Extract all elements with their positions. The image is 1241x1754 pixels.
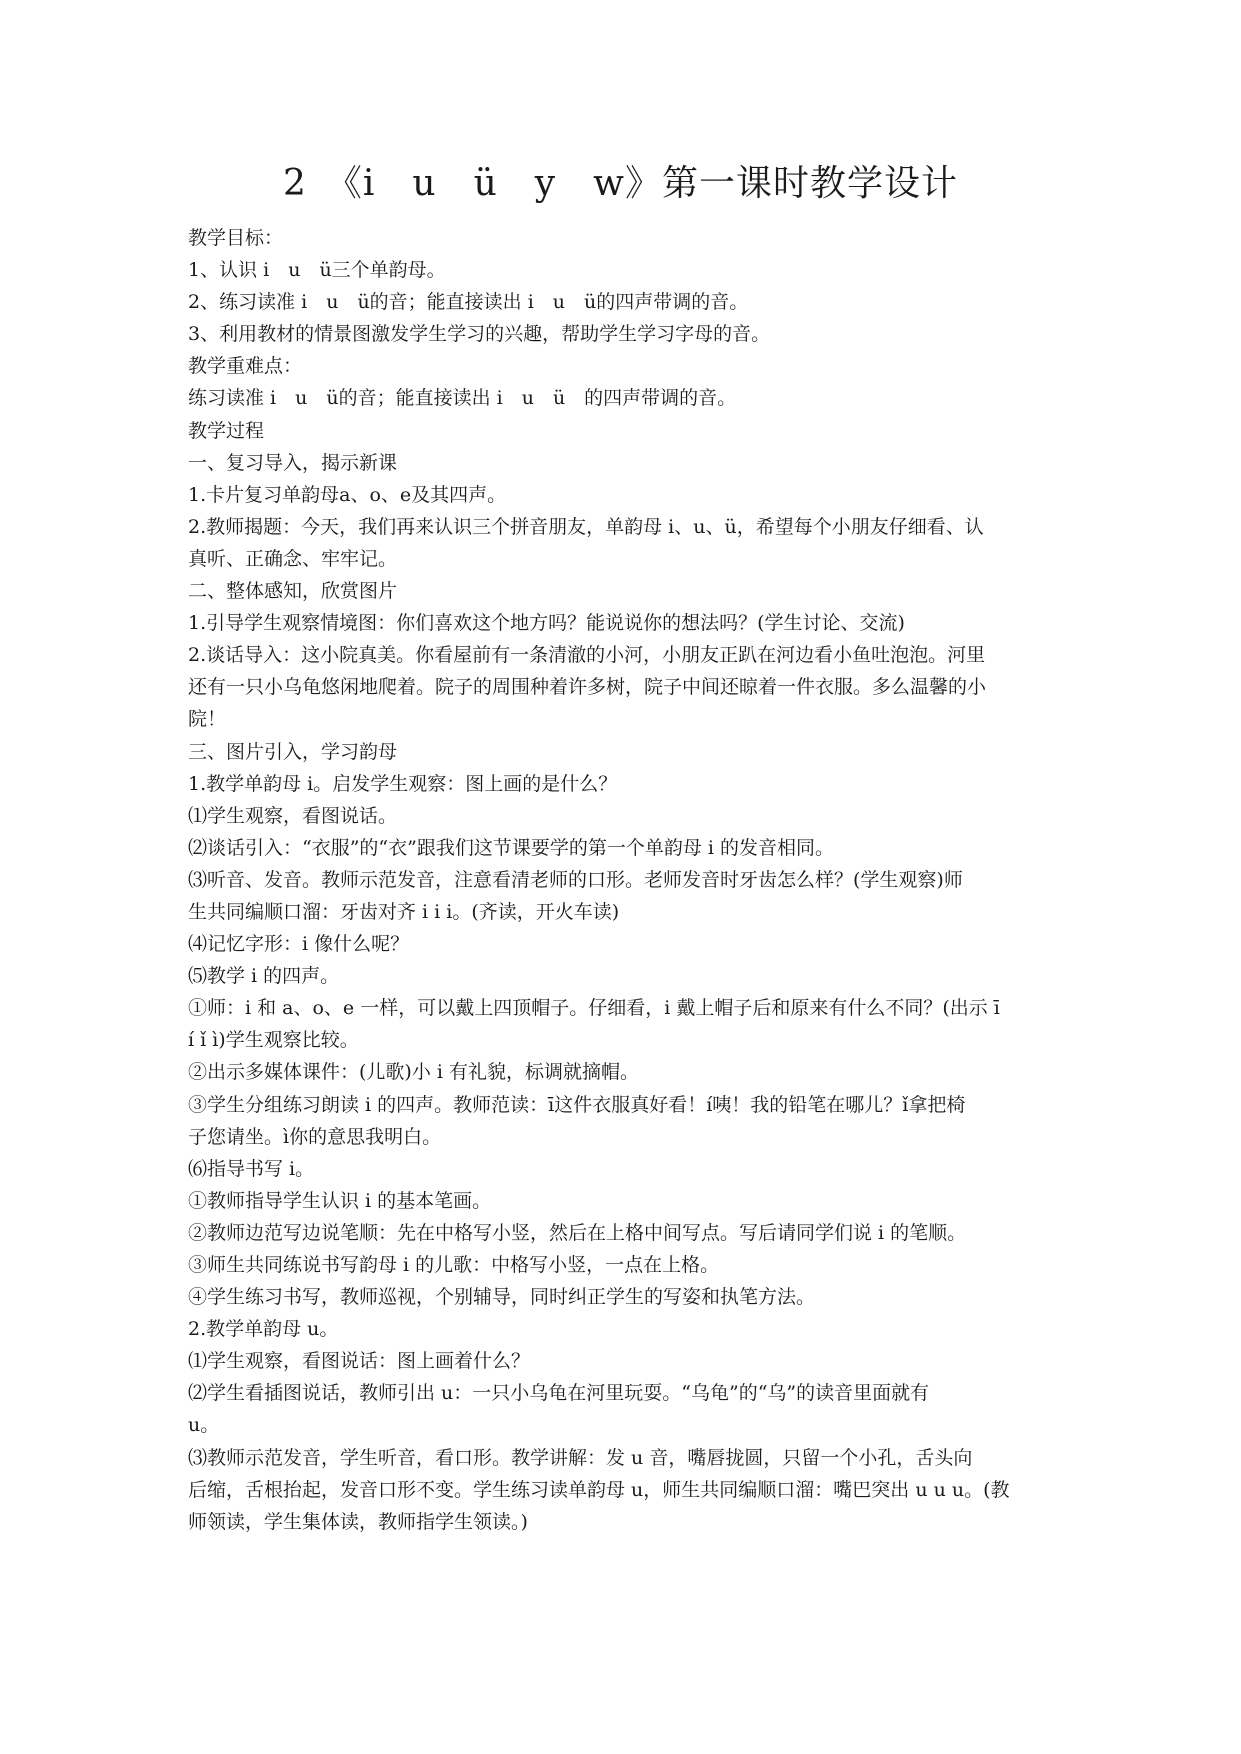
text-line: í ǐ ì)学生观察比较。	[188, 1029, 359, 1052]
text-line: 真听、正确念、牢牢记。	[188, 547, 398, 570]
text-line: 2.教学单韵母 u。	[188, 1318, 339, 1341]
document-title: 2 《i u ü y w》第一课时教学设计	[283, 163, 958, 204]
text-line: ⑶听音、发音。教师示范发音，注意看清老师的口形。老师发音时牙齿怎么样？(学生观察)师	[188, 868, 963, 891]
text-line: 教学重难点：	[188, 355, 303, 378]
text-line: 1.教学单韵母 i。启发学生观察：图上画的是什么？	[188, 772, 618, 795]
text-line: 还有一只小乌龟悠闲地爬着。院子的周围种着许多树，院子中间还晾着一件衣服。多么温馨的小	[188, 676, 987, 699]
text-line: u。	[188, 1414, 220, 1437]
text-line: 后缩，舌根抬起，发音口形不变。学生练习读单韵母 u，师生共同编顺口溜：嘴巴突出 u u u。(教	[188, 1478, 1010, 1501]
text-line: ③学生分组练习朗读 i 的四声。教师范读：ī这件衣服真好看！í咦！我的铅笔在哪儿？ǐ拿把椅	[188, 1093, 966, 1116]
text-line: 教学过程	[188, 419, 265, 442]
text-line: 三、图片引入，学习韵母	[188, 740, 398, 763]
text-line: ⑹指导书写 i。	[188, 1157, 315, 1180]
text-line: 院！	[188, 708, 227, 731]
text-line: ③师生共同练说书写韵母 i 的儿歌：中格写小竖，一点在上格。	[188, 1254, 720, 1276]
text-line: 二、整体感知，欣赏图片	[188, 580, 398, 603]
text-line: 师领读，学生集体读，教师指学生领读。)	[188, 1510, 528, 1533]
text-line: 生共同编顺口溜：牙齿对齐 i i i。(齐读，开火车读)	[188, 900, 620, 923]
text-line: 2.教师揭题：今天，我们再来认识三个拼音朋友，单韵母 i、u、ü，希望每个小朋友仔细看、认	[188, 515, 984, 538]
text-line: 子您请坐。ì你的意思我明白。	[188, 1125, 442, 1148]
text-line: 2.谈话导入：这小院真美。你看屋前有一条清澈的小河，小朋友正趴在河边看小鱼吐泡泡。河里	[188, 644, 986, 667]
text-line: ④学生练习书写，教师巡视，个别辅导，同时纠正学生的写姿和执笔方法。	[188, 1286, 816, 1309]
document-body	[188, 222, 1062, 1538]
text-line: 2、练习读准 i u ü的音；能直接读出 i u ü的四声带调的音。	[188, 291, 749, 314]
text-line: ①师：i 和 a、o、e 一样，可以戴上四顶帽子。仔细看，i 戴上帽子后和原来有什么不同？(出示 ī	[188, 997, 1000, 1020]
text-line: 3、利用教材的情景图激发学生学习的兴趣，帮助学生学习字母的音。	[188, 323, 771, 346]
text-line: ⑵学生看插图说话，教师引出 u：一只小乌龟在河里玩耍。“乌龟”的“乌”的读音里面就有	[188, 1382, 930, 1405]
text-line: ⑷记忆字形：i 像什么呢？	[188, 933, 410, 956]
text-line: 1、认识 i u ü三个单韵母。	[188, 259, 446, 282]
text-line: 教学目标：	[188, 227, 284, 249]
text-line: ⑵谈话引入：“衣服”的“衣”跟我们这节课要学的第一个单韵母 i 的发音相同。	[188, 836, 835, 859]
text-line: ②教师边范写边说笔顺：先在中格写小竖，然后在上格中间写点。写后请同学们说 i 的笔顺。	[188, 1221, 967, 1244]
text-line: ⑶教师示范发音，学生听音，看口形。教学讲解：发 u 音，嘴唇拢圆，只留一个小孔，舌头向	[188, 1446, 973, 1469]
text-line: 练习读准 i u ü的音；能直接读出 i u ü 的四声带调的音。	[188, 387, 737, 410]
text-line: ①教师指导学生认识 i 的基本笔画。	[188, 1189, 492, 1212]
text-line: 1.卡片复习单韵母a、o、e及其四声。	[188, 483, 507, 506]
text-line: ⑸教学 i 的四声。	[188, 965, 340, 988]
text-line: 一、复习导入，揭示新课	[188, 451, 398, 474]
text-line: ②出示多媒体课件：(儿歌)小 i 有礼貌，标调就摘帽。	[188, 1061, 639, 1084]
text-line: 1.引导学生观察情境图：你们喜欢这个地方吗？能说说你的想法吗？(学生讨论、交流)	[188, 612, 905, 635]
text-line: ⑴学生观察，看图说话：图上画着什么？	[188, 1350, 531, 1373]
text-line: ⑴学生观察，看图说话。	[188, 804, 398, 827]
